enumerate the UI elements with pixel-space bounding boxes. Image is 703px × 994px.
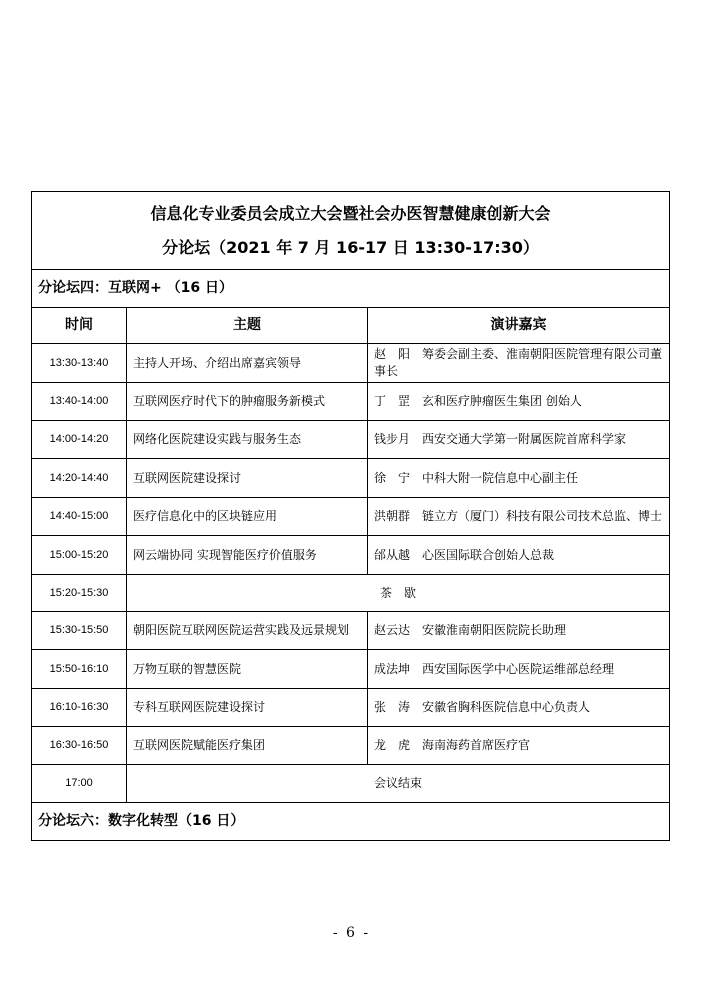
session-topic: 万物互联的智慧医院 xyxy=(127,650,368,689)
topic-column-header: 主题 xyxy=(127,308,368,344)
forum6-heading: 分论坛六：数字化转型（16 日） xyxy=(32,803,670,841)
end-time: 17:00 xyxy=(32,765,127,803)
session-topic: 网络化医院建设实践与服务生态 xyxy=(127,421,368,459)
session-time: 15:30-15:50 xyxy=(32,612,127,650)
session-time: 14:00-14:20 xyxy=(32,421,127,459)
session-time: 13:40-14:00 xyxy=(32,383,127,421)
session-speaker: 赵 阳 筹委会副主委、淮南朝阳医院管理有限公司董事长 xyxy=(368,344,670,383)
session-speaker: 洪朝群 链立方（厦门）科技有限公司技术总监、博士 xyxy=(368,498,670,536)
session-topic: 朝阳医院互联网医院运营实践及远景规划 xyxy=(127,612,368,650)
table-row xyxy=(32,689,670,727)
title-row xyxy=(32,192,670,270)
forum-subtitle: 分论坛（2021 年 7 月 16-17 日 13:30-17:30） xyxy=(162,237,539,257)
session-time: 16:10-16:30 xyxy=(32,689,127,727)
page-number: - 6 - xyxy=(332,925,371,941)
session-topic: 网云端协同 实现智能医疗价值服务 xyxy=(127,536,368,575)
table-row xyxy=(32,536,670,575)
table-row xyxy=(32,727,670,765)
session-time: 14:40-15:00 xyxy=(32,498,127,536)
forum6-heading-row xyxy=(32,803,670,841)
table-row xyxy=(32,459,670,498)
session-time: 15:50-16:10 xyxy=(32,650,127,689)
end-label: 会议结束 xyxy=(127,765,670,803)
table-row xyxy=(32,383,670,421)
time-column-header: 时间 xyxy=(32,308,127,344)
session-time: 13:30-13:40 xyxy=(32,344,127,383)
table-row xyxy=(32,344,670,383)
column-header-row xyxy=(32,308,670,344)
table-row xyxy=(32,421,670,459)
session-time: 16:30-16:50 xyxy=(32,727,127,765)
break-label: 茶 歇 xyxy=(127,575,670,612)
session-speaker: 钱步月 西安交通大学第一附属医院首席科学家 xyxy=(368,421,670,459)
forum4-heading: 分论坛四：互联网+ （16 日） xyxy=(32,270,670,308)
session-speaker: 赵云达 安徽淮南朝阳医院院长助理 xyxy=(368,612,670,650)
session-time: 14:20-14:40 xyxy=(32,459,127,498)
schedule-table xyxy=(31,191,670,841)
session-topic: 互联网医院赋能医疗集团 xyxy=(127,727,368,765)
session-speaker: 徐 宁 中科大附一院信息中心副主任 xyxy=(368,459,670,498)
session-topic: 互联网医疗时代下的肿瘤服务新模式 xyxy=(127,383,368,421)
session-topic: 医疗信息化中的区块链应用 xyxy=(127,498,368,536)
forum4-heading-row xyxy=(32,270,670,308)
table-row xyxy=(32,612,670,650)
title-cell xyxy=(32,192,670,270)
table-row xyxy=(32,650,670,689)
session-topic: 专科互联网医院建设探讨 xyxy=(127,689,368,727)
session-speaker: 成法坤 西安国际医学中心医院运维部总经理 xyxy=(368,650,670,689)
session-speaker: 龙 虎 海南海药首席医疗官 xyxy=(368,727,670,765)
speaker-column-header: 演讲嘉宾 xyxy=(368,308,670,344)
session-topic: 主持人开场、介绍出席嘉宾领导 xyxy=(127,344,368,383)
session-speaker: 邰从越 心医国际联合创始人总裁 xyxy=(368,536,670,575)
break-row xyxy=(32,575,670,612)
session-speaker: 张 涛 安徽省胸科医院信息中心负责人 xyxy=(368,689,670,727)
session-topic: 互联网医院建设探讨 xyxy=(127,459,368,498)
break-time: 15:20-15:30 xyxy=(32,575,127,612)
session-time: 15:00-15:20 xyxy=(32,536,127,575)
session-speaker: 丁 罡 玄和医疗肿瘤医生集团 创始人 xyxy=(368,383,670,421)
table-row xyxy=(32,498,670,536)
conference-title: 信息化专业委员会成立大会暨社会办医智慧健康创新大会 xyxy=(150,203,551,223)
end-row xyxy=(32,765,670,803)
